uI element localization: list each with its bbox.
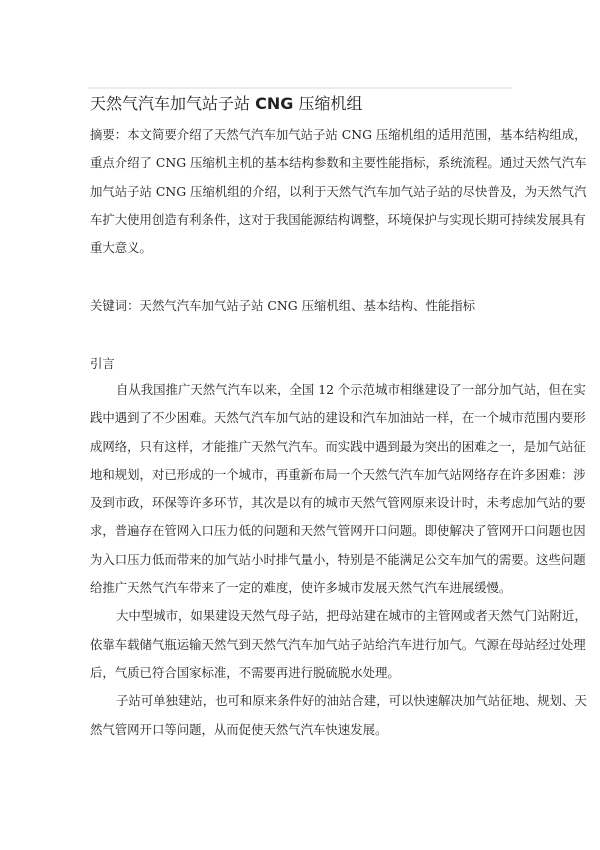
paragraph-line: 后，气质已符合国家标准，不需要再进行脱硫脱水处理。	[90, 664, 400, 680]
paragraph-line: 践中遇到了不少困难。天然气汽车加气站的建设和汽车加油站一样，在一个城市范围内要形	[90, 410, 586, 426]
paragraph-line: 成网络，只有这样，才能推广天然气汽车。而实践中遇到最为突出的困难之一，是加气站征	[90, 438, 586, 454]
header-divider	[88, 87, 512, 89]
paragraph-line: 及到市政，环保等许多环节，其次是以有的城市天然气管网原来设计时，未考虑加气站的要	[90, 495, 586, 511]
title-cng: CNG	[255, 94, 294, 113]
abstract-line: 重点介绍了 CNG 压缩机主机的基本结构参数和主要性能指标，系统流程。通过天然气汽车	[90, 155, 587, 171]
abstract-line: 重大意义。	[90, 240, 152, 256]
paragraph	[90, 376, 586, 602]
paragraph-line: 为入口压力低而带来的加气站小时排气量小，特别是不能满足公交车加气的需要。这些问题	[90, 551, 586, 567]
keywords-text: 关键词：天然气汽车加气站子站 CNG 压缩机组、基本结构、性能指标	[90, 298, 476, 313]
paragraph-line: 地和规划，对已形成的一个城市，再重新布局一个天然气汽车加气站网络存在许多困难：涉	[90, 466, 586, 482]
title-text: 天然气汽车加气站子站	[90, 94, 256, 113]
intro-heading	[90, 350, 510, 378]
paragraph-line: 依靠车载储气瓶运输天然气到天然气汽车加气站子站给汽车进行加气。气源在母站经过处理	[90, 636, 586, 652]
paragraph	[90, 687, 587, 744]
paragraph-line: 自从我国推广天然气汽车以来，全国 12 个示范城市相继建设了一部分加气站，但在实	[116, 382, 586, 397]
abstract-line: 摘要：本文简要介绍了天然气汽车加气站子站 CNG 压缩机组的适用范围，基本结构组成，	[90, 127, 587, 142]
paragraph-line: 大中型城市，如果建设天然气母子站，把母站建在城市的主管网或者天然气门站附近，	[116, 608, 587, 624]
title-text-end: 压缩机组	[293, 94, 363, 113]
paragraph-line: 子站可单独建站，也可和原来条件好的油站合建，可以快速解决加气站征地、规划、天	[116, 693, 587, 709]
paragraph	[90, 602, 587, 687]
paragraph-line: 给推广天然气汽车带来了一定的难度，使许多城市发展天然气汽车进展缓慢。	[90, 580, 512, 596]
paragraph-line: 求，普遍存在管网入口压力低的问题和天然气管网开口问题。即使解决了管网开口问题也因	[90, 523, 586, 539]
document-title	[90, 93, 362, 115]
abstract-line: 车扩大使用创造有利条件，这对于我国能源结构调整，环境保护与实现长期可持续发展具有	[90, 211, 586, 227]
keywords	[90, 292, 510, 320]
abstract	[90, 121, 587, 262]
intro-heading-text: 引言	[90, 356, 115, 371]
paragraph-line: 然气管网开口等问题，从而促使天然气汽车快速发展。	[90, 721, 388, 737]
abstract-line: 加气站子站 CNG 压缩机组的介绍，以利于天然气汽车加气站子站的尽快普及，为天然气汽	[90, 183, 587, 199]
body-text	[90, 376, 587, 744]
